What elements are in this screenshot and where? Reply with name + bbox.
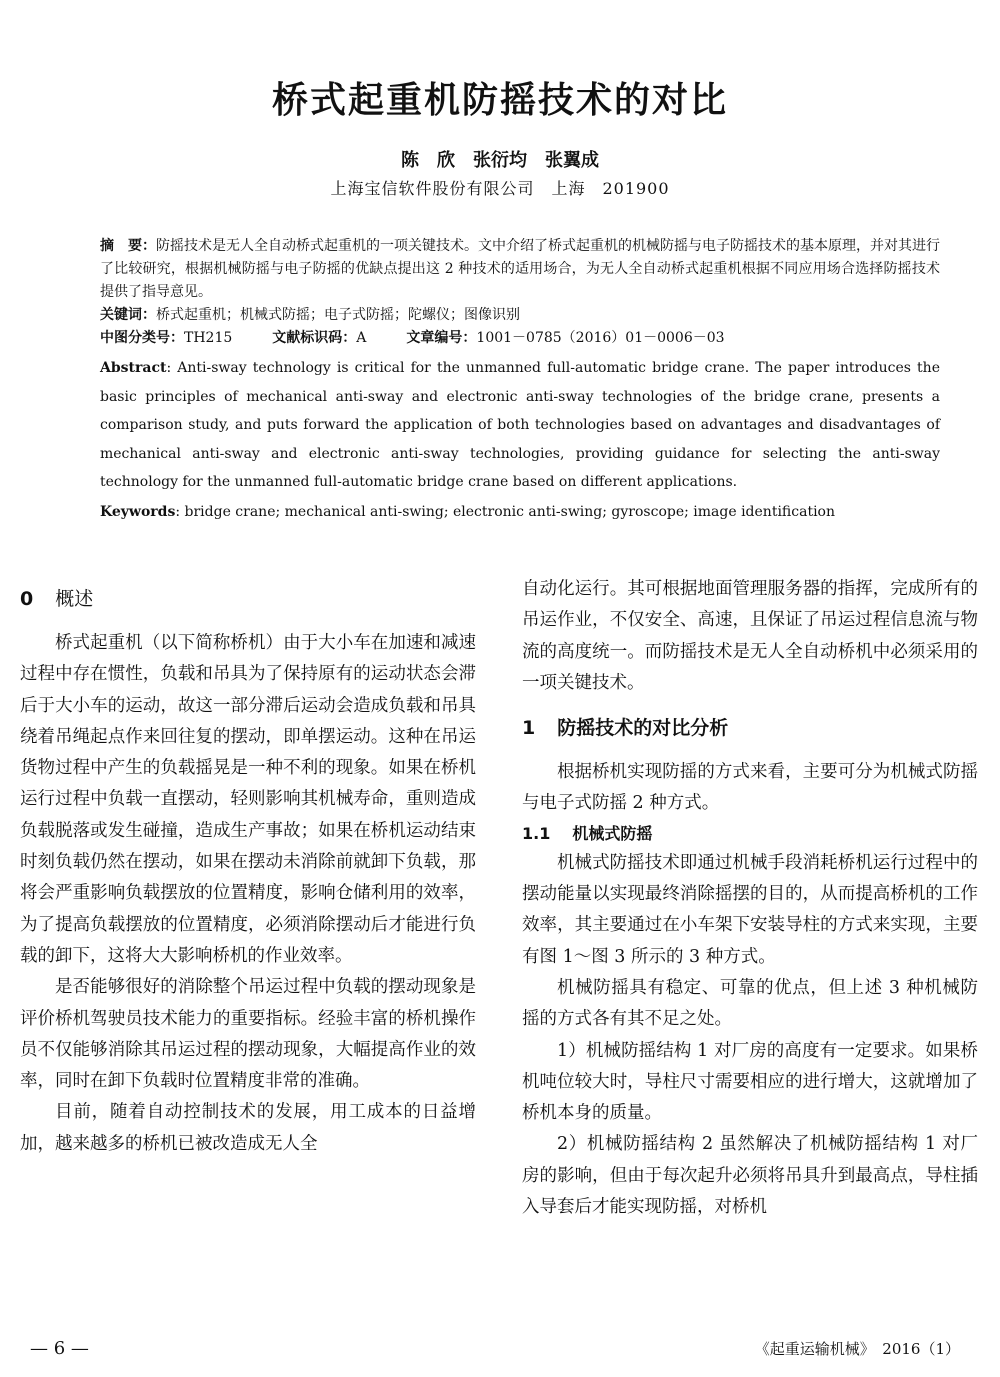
classification-line [62,327,940,350]
abstract-en-text: : Anti-sway technology is critical for the unmanned full-automatic bridge crane. The paper introduces the basic principles of mechanical anti-sway and electronic anti-sway technologies of the bridge crane, presents a comparison study, and puts forward the application of both technologies based on advantages and disadvantages of mechanical anti-sway and electronic anti-sway technologies, providing guidance for selecting the anti-sway technology for the unmanned full-automatic bridge crane based on different applications. [100,360,940,490]
section-1-1-paragraph-3: 1）机械防摇结构 1 对厂房的高度有一定要求。如果桥机吨位较大时，导柱尺寸需要相应的进行增大，这就增加了桥机本身的质量。 [522,1040,978,1124]
section-1-paragraph-1: 根据桥机实现防摇的方式来看，主要可分为机械式防摇与电子式防摇 2 种方式。 [522,762,978,814]
abstract-zh-label: 摘 要： [100,238,156,254]
section-1-number: 1 [522,717,536,740]
keywords-zh-text: 桥式起重机；机械式防摇；电子式防摇；陀螺仪；图像识别 [156,307,520,323]
abstract-zh [62,235,940,304]
doc-label: 文献标识码： [272,330,357,346]
keywords-en-label: Keywords [100,503,176,520]
section-0-paragraph-1: 桥式起重机（以下简称桥机）由于大小车在加速和减速过程中存在惯性，负载和吊具为了保持原有的运动状态会滞后于大小车的运动，故这一部分滞后运动会造成负载和吊具绕着吊绳起点作来回往复的摆动，即单摆运动。这种在吊运货物过程中产生的负载摇晃是一种不利的现象。如果在桥机运行过程中负载一直摆动，轻则影响其机械寿命，重则造成负载脱落或发生碰撞，造成生产事故；如果在桥机运动结束时刻负载仍然在摆动，如果在摆动未消除前就卸下负载，那将会严重影响负载摆放的位置精度，影响仓储利用的效率，为了提高负载摆放的位置精度，必须消除摆动后才能进行负载的卸下，这将大大影响桥机的作业效率。 [20,633,476,966]
section-0-number: 0 [20,588,34,610]
clc-value: TH215 [184,330,233,346]
doc-value: A [356,330,367,346]
page-number: — 6 — [30,1338,89,1359]
keywords-zh-label: 关键词： [100,307,156,323]
authors: 陈 欣 张衍均 张翼成 [401,150,599,171]
abstract-block [62,235,940,525]
section-0-heading [20,584,476,614]
article-number [406,330,724,346]
section-1-1-paragraph-2: 机械防摇具有稳定、可靠的优点，但上述 3 种机械防摇的方式各有其不足之处。 [522,977,978,1030]
section-1-1-heading [522,820,978,848]
section-1-1-number: 1.1 [522,823,551,843]
clc-code [100,330,232,346]
page-title: 桥式起重机防摇技术的对比 [271,80,728,121]
doc-code [272,330,366,346]
section-0-title: 概述 [55,588,94,610]
section-1-heading [522,713,978,743]
article-label: 文章编号： [406,330,477,346]
section-1-1-title: 机械式防摇 [572,823,653,843]
affiliation: 上海宝信软件股份有限公司 上海 201900 [330,179,670,198]
clc-label: 中图分类号： [100,330,184,346]
section-1-1-paragraph-1: 机械式防摇技术即通过机械手段消耗桥机运行过程中的摆动能量以实现最终消除摇摆的目的，从而提高桥机的工作效率，其主要通过在小车架下安装导柱的方式来实现，主要有图 1～图 3 所示的 3 种方式。 [522,852,978,967]
section-0-paragraph-2: 是否能够很好的消除整个吊运过程中负载的摆动现象是评价桥机驾驶员技术能力的重要指标。经验丰富的桥机操作员不仅能够消除其吊运过程的摆动现象，大幅提高作业的效率，同时在卸下负载时位置精度非常的准确。 [20,977,476,1092]
section-1-1-paragraph-4: 2）机械防摇结构 2 虽然解决了机械防摇结构 1 对厂房的影响，但由于每次起升必须将吊具升到最高点，导柱插入导套后才能实现防摇，对桥机 [522,1134,978,1218]
section-1-title: 防摇技术的对比分析 [557,717,729,740]
abstract-zh-text: 防摇技术是无人全自动桥式起重机的一项关键技术。文中介绍了桥式起重机的机械防摇与电子防摇技术的基本原理，并对其进行了比较研究，根据机械防摇与电子防摇的优缺点提出这 2 种技术的适用场合，为无人全自动桥式起重机根据不同应用场合选择防摇技术提供了指导意见。 [100,238,940,300]
keywords-zh [62,304,940,327]
journal-footer: 《起重运输机械》 2016（1） [754,1340,960,1358]
left-column [20,570,476,1160]
abstract-en [62,354,940,497]
keywords-en [62,499,940,525]
article-value: 1001－0785（2016）01－0006－03 [476,330,725,346]
abstract-en-label: Abstract [100,360,167,376]
right-column [522,574,978,1223]
section-0-paragraph-3: 目前，随着自动控制技术的发展，用工成本的日益增加，越来越多的桥机已被改造成无人全 [20,1102,476,1154]
keywords-en-text: : bridge crane; mechanical anti-swing; electronic anti-swing; gyroscope; image identification [175,503,835,520]
section-0-paragraph-3-continued: 自动化运行。其可根据地面管理服务器的指挥，完成所有的吊运作业，不仅安全、高速，且保证了吊运过程信息流与物流的高度统一。而防摇技术是无人全自动桥机中必须采用的一项关键技术。 [522,579,978,693]
